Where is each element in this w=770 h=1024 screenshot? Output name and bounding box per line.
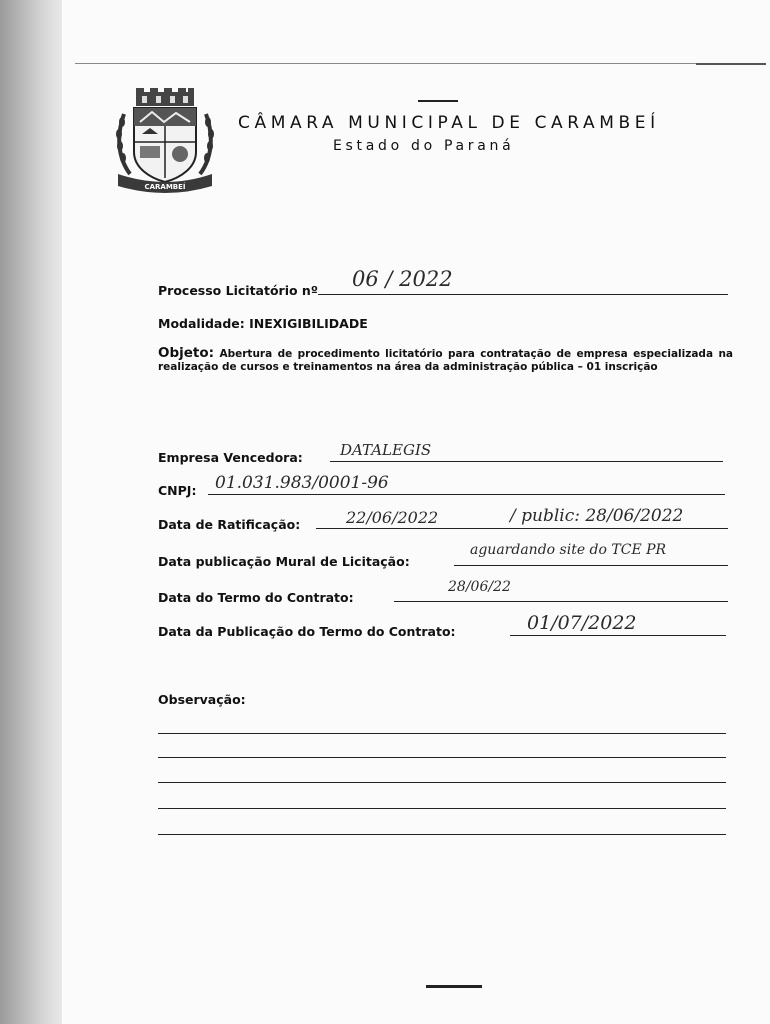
processo-label: Processo Licitatório nº — [158, 283, 318, 298]
coat-of-arms-seal — [110, 86, 220, 198]
top-rule-dash — [696, 63, 766, 65]
institution-title: CÂMARA MUNICIPAL DE CARAMBEÍ — [238, 113, 660, 133]
header-dash-mark — [418, 100, 458, 102]
objeto-block — [158, 347, 733, 374]
scan-shadow — [0, 0, 62, 1024]
mural-label: Data publicação Mural de Licitação: — [158, 554, 410, 569]
mural-line — [454, 565, 728, 566]
cnpj-value: 01.031.983/0001-96 — [215, 473, 389, 493]
objeto-label: Objeto: — [158, 345, 215, 361]
processo-value: 06 / 2022 — [352, 267, 453, 291]
observacao-line-1 — [158, 733, 726, 734]
ratificacao-value: 22/06/2022 — [346, 508, 439, 527]
observacao-line-3 — [158, 782, 726, 783]
termo-line — [394, 601, 728, 602]
seal-banner-text: CARAMBEÍ — [144, 183, 186, 191]
ratificacao-publicacao: / public: 28/06/2022 — [510, 506, 684, 526]
empresa-line — [330, 461, 723, 462]
institution-subtitle: Estado do Paraná — [333, 138, 515, 154]
publicacao-termo-label: Data da Publicação do Termo do Contrato: — [158, 624, 456, 639]
publicacao-termo-line — [510, 635, 726, 636]
ratificacao-label: Data de Ratificação: — [158, 517, 301, 532]
cnpj-label: CNPJ: — [158, 483, 197, 498]
observacao-line-5 — [158, 834, 726, 835]
empresa-label: Empresa Vencedora: — [158, 450, 303, 465]
top-rule — [75, 63, 765, 64]
observacao-label: Observação: — [158, 692, 246, 707]
footer-dash-mark — [426, 985, 482, 988]
mural-value: aguardando site do TCE PR — [470, 542, 667, 558]
ratificacao-line — [316, 528, 728, 529]
termo-value: 28/06/22 — [448, 579, 511, 595]
empresa-value: DATALEGIS — [340, 441, 432, 459]
cnpj-line — [208, 494, 725, 495]
termo-label: Data do Termo do Contrato: — [158, 590, 354, 605]
objeto-text: Abertura de procedimento licitatório para contratação de empresa especializada na realização de cursos e treinamentos na área da administração pública – 01 inscrição — [158, 348, 734, 373]
observacao-line-4 — [158, 808, 726, 809]
modalidade-label: Modalidade: INEXIGIBILIDADE — [158, 316, 368, 331]
processo-line — [318, 294, 728, 295]
observacao-line-2 — [158, 757, 726, 758]
publicacao-termo-value: 01/07/2022 — [527, 612, 637, 634]
